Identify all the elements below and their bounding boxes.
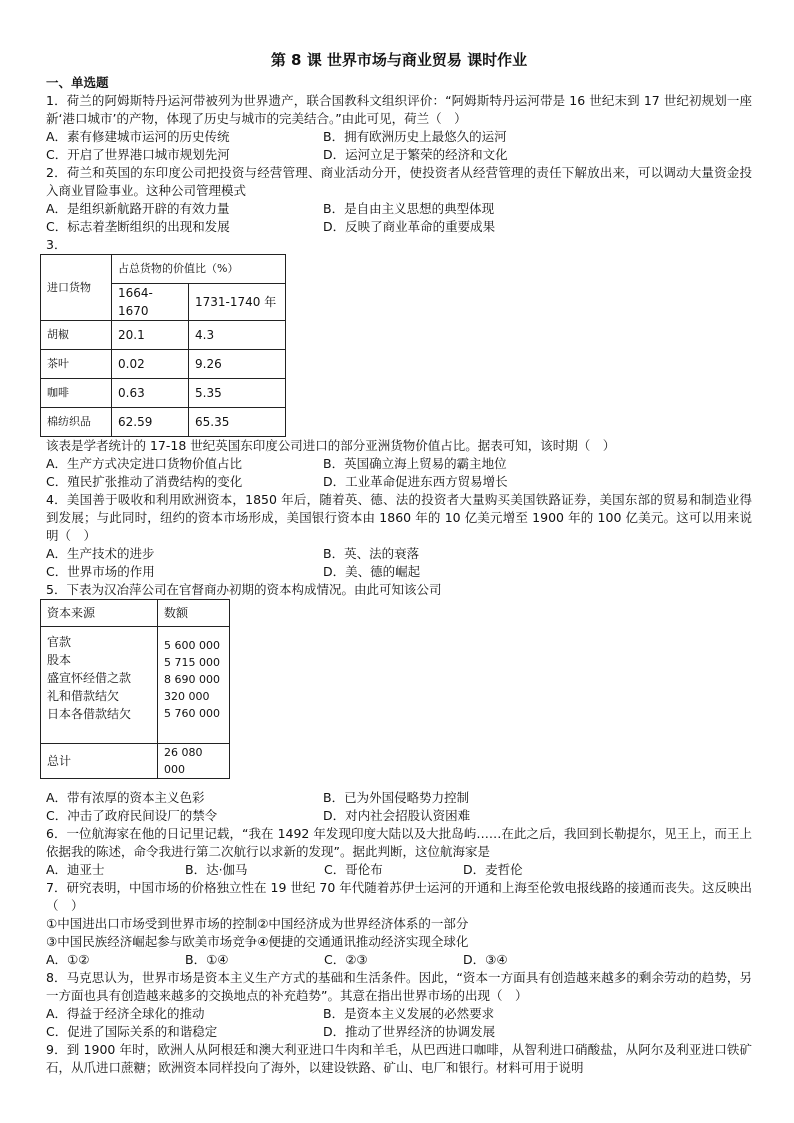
question-3-stem: 该表是学者统计的 17-18 世纪英国东印度公司进口的部分亚洲货物价值占比。据表可知，该时期（ ） xyxy=(46,438,616,453)
question-5-stem: 5．下表为汉冶萍公司在官督商办初期的资本构成情况。由此可知该公司 xyxy=(46,582,442,597)
capital-source: 股本 xyxy=(47,653,72,667)
table-header-share: 占总货物的价值比（%） xyxy=(112,255,286,284)
option-a[interactable]: A．①② xyxy=(46,952,90,967)
question-3-number: 3． xyxy=(46,237,67,252)
capital-amount: 320 000 xyxy=(164,690,210,703)
option-a[interactable]: A．生产方式决定进口货物价值占比 xyxy=(46,456,243,471)
question-2-options xyxy=(46,200,752,236)
option-d[interactable]: D．运河立足于繁荣的经济和文化 xyxy=(323,147,508,162)
option-d[interactable]: D．对内社会招股认资困难 xyxy=(323,808,471,823)
worksheet-page xyxy=(46,50,752,1077)
table-header-period-1: 1664-1670 xyxy=(112,284,189,321)
option-c[interactable]: C．标志着垄断组织的出现和发展 xyxy=(46,219,230,234)
question-7-options xyxy=(46,951,752,969)
option-a[interactable]: A．迪亚士 xyxy=(46,862,105,877)
statement-3: ③中国民族经济崛起参与欧美市场竞争 xyxy=(46,934,258,949)
statement-1: ①中国进出口市场受到世界市场的控制 xyxy=(46,916,258,931)
table-cell-value: 20.1 xyxy=(112,321,189,350)
option-c[interactable]: C．殖民扩张推动了消费结构的变化 xyxy=(46,474,243,489)
question-1-options xyxy=(46,128,752,164)
option-d[interactable]: D．③④ xyxy=(463,952,508,967)
table-cell-value: 5.35 xyxy=(189,379,286,408)
question-3-options xyxy=(46,455,752,491)
capital-source: 礼和借款结欠 xyxy=(47,689,120,703)
option-b[interactable]: B．拥有欧洲历史上最悠久的运河 xyxy=(323,129,507,144)
option-c[interactable]: C．开启了世界港口城市规划先河 xyxy=(46,147,230,162)
option-a[interactable]: A．得益于经济全球化的推动 xyxy=(46,1006,205,1021)
question-7-statements xyxy=(46,933,752,951)
table-total-value: 26 080 000 xyxy=(158,744,230,779)
option-b[interactable]: B．是资本主义发展的必然要求 xyxy=(323,1006,495,1021)
table-header-amount: 数额 xyxy=(158,600,230,627)
option-d[interactable]: D．反映了商业革命的重要成果 xyxy=(323,219,496,234)
question-7-statements xyxy=(46,915,752,933)
option-d[interactable]: D．推动了世界经济的协调发展 xyxy=(323,1024,496,1039)
table-cell-item: 咖啡 xyxy=(41,379,112,408)
option-a[interactable]: A．是组织新航路开辟的有效力量 xyxy=(46,201,230,216)
capital-amount: 5 760 000 xyxy=(164,707,220,720)
table-cell-value: 0.02 xyxy=(112,350,189,379)
page-title: 第 8 课 世界市场与商业贸易 课时作业 xyxy=(270,51,528,69)
capital-structure-table xyxy=(40,599,230,779)
table-header-source: 资本来源 xyxy=(41,600,158,627)
option-a[interactable]: A．带有浓厚的资本主义色彩 xyxy=(46,790,205,805)
capital-amounts-cell xyxy=(158,627,230,744)
import-goods-table xyxy=(40,254,286,437)
option-a[interactable]: A．生产技术的进步 xyxy=(46,546,155,561)
option-c[interactable]: C．②③ xyxy=(324,952,368,967)
option-d[interactable]: D．麦哲伦 xyxy=(463,862,523,877)
table-cell-value: 9.26 xyxy=(189,350,286,379)
option-a[interactable]: A．素有修建城市运河的历史传统 xyxy=(46,129,230,144)
table-cell-value: 65.35 xyxy=(189,408,286,437)
question-4-stem: 4．美国善于吸收和利用欧洲资本，1850 年后，随着英、德、法的投资者大量购买美国铁路证券，美国东部的贸易和制造业得到发展；与此同时，纽约的资本市场形成，美国银行资本由 1860 年的 10 亿美元增至 1900 年的 100 亿美元。这可以用来说明（ ） xyxy=(46,492,752,543)
capital-amount: 5 715 000 xyxy=(164,656,220,669)
table-header-period-2: 1731-1740 年 xyxy=(189,284,286,321)
table-row xyxy=(41,350,286,379)
option-b[interactable]: B．是自由主义思想的典型体现 xyxy=(323,201,495,216)
option-c[interactable]: C．世界市场的作用 xyxy=(46,564,155,579)
capital-sources-cell xyxy=(41,627,158,744)
capital-source: 官款 xyxy=(47,635,72,649)
question-2-stem: 2．荷兰和英国的东印度公司把投资与经营管理、商业活动分开，使投资者从经营管理的责任下解放出来，可以调动大量资金投入商业冒险事业。这种公司管理模式 xyxy=(46,165,752,198)
question-8-options xyxy=(46,1005,752,1041)
option-c[interactable]: C．冲击了政府民间设厂的禁令 xyxy=(46,808,218,823)
statement-4: ④便捷的交通通讯推动经济实现全球化 xyxy=(257,934,469,949)
option-c[interactable]: C．促进了国际关系的和谐稳定 xyxy=(46,1024,218,1039)
question-5-options xyxy=(46,789,752,825)
table-row xyxy=(41,321,286,350)
table-total-label: 总计 xyxy=(41,744,158,779)
option-b[interactable]: B．英、法的衰落 xyxy=(323,546,420,561)
question-7-stem: 7．研究表明，中国市场的价格独立性在 19 世纪 70 年代随着苏伊士运河的开通和上海至伦敦电报线路的接通而丧失。这反映出（ ） xyxy=(46,880,752,913)
question-1-stem: 1．荷兰的阿姆斯特丹运河带被列为世界遗产，联合国教科文组织评价：“阿姆斯特丹运河带是 16 世纪末到 17 世纪初规划一座新‘港口城市’的产物，体现了历史与城市的完美结合。”由此可见，荷兰（ ） xyxy=(46,93,752,126)
table-cell-item: 棉纺织品 xyxy=(41,408,112,437)
statement-2: ②中国经济成为世界经济体系的一部分 xyxy=(257,916,469,931)
table-cell-value: 0.63 xyxy=(112,379,189,408)
option-b[interactable]: B．英国确立海上贸易的霸主地位 xyxy=(323,456,507,471)
question-9-stem: 9．到 1900 年时，欧洲人从阿根廷和澳大利亚进口牛肉和羊毛，从巴西进口咖啡，从智利进口硝酸盐，从阿尔及利亚进口铁矿石，从爪进口蔗糖；欧洲资本同样投向了海外，以建设铁路、矿山、电厂和银行。材料可用于说明 xyxy=(46,1042,752,1075)
capital-source: 盛宣怀经借之款 xyxy=(47,671,132,685)
question-8-stem: 8．马克思认为，世界市场是资本主义生产方式的基础和生活条件。因此，“资本一方面具有创造越来越多的剩余劳动的趋势，另一方面也具有创造越来越多的交换地点的补充趋势”。其意在指出世界市场的出现（ ） xyxy=(46,970,752,1003)
option-b[interactable]: B．达·伽马 xyxy=(185,862,248,877)
capital-amount: 8 690 000 xyxy=(164,673,220,686)
capital-source: 日本各借款结欠 xyxy=(47,707,132,721)
option-c[interactable]: C．哥伦布 xyxy=(324,862,383,877)
option-d[interactable]: D．工业革命促进东西方贸易增长 xyxy=(323,474,508,489)
question-4-options xyxy=(46,545,752,581)
table-cell-value: 62.59 xyxy=(112,408,189,437)
capital-amount: 5 600 000 xyxy=(164,639,220,652)
option-b[interactable]: B．已为外国侵略势力控制 xyxy=(323,790,470,805)
table-cell-item: 胡椒 xyxy=(41,321,112,350)
section-heading: 一、单选题 xyxy=(46,75,109,90)
table-row xyxy=(41,379,286,408)
table-cell-value: 4.3 xyxy=(189,321,286,350)
table-header-goods: 进口货物 xyxy=(41,255,112,321)
option-d[interactable]: D．美、德的崛起 xyxy=(323,564,421,579)
question-6-options xyxy=(46,861,752,879)
table-cell-item: 茶叶 xyxy=(41,350,112,379)
option-b[interactable]: B．①④ xyxy=(185,952,229,967)
question-6-stem: 6．一位航海家在他的日记里记载，“我在 1492 年发现印度大陆以及大批岛屿……在此之后，我回到长勒提尔，见王上，而王上依据我的陈述，命令我进行第二次航行以求新的发现”。据此判断，这位航海家是 xyxy=(46,826,752,859)
table-row xyxy=(41,408,286,437)
